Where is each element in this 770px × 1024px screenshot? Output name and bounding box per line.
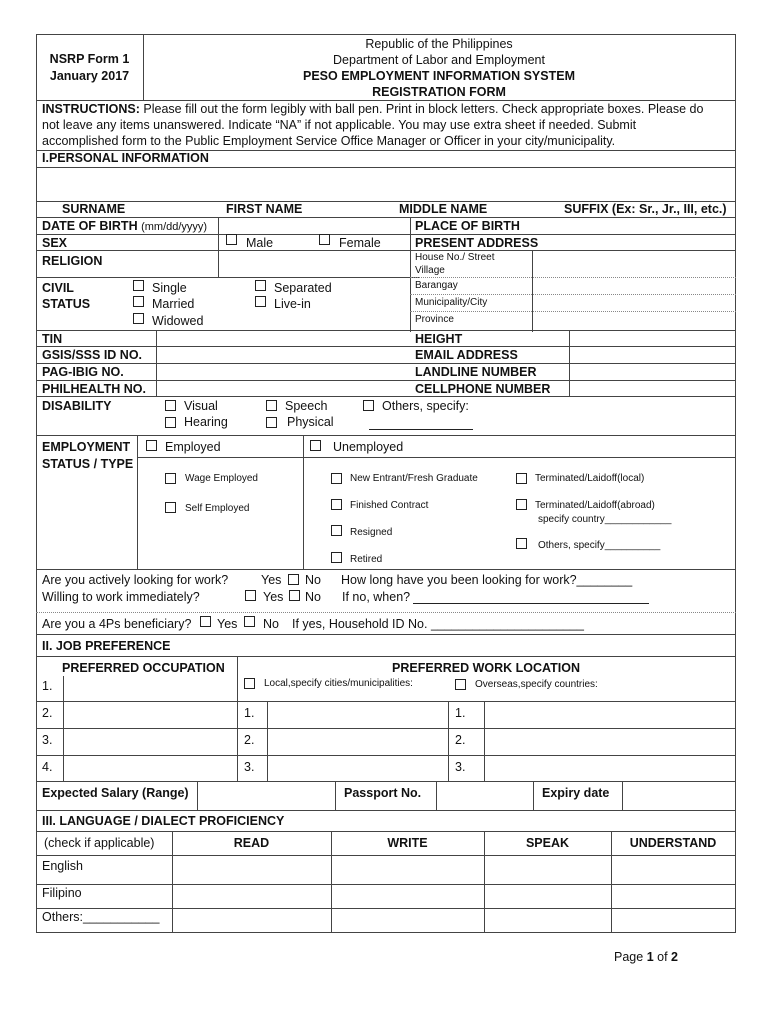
finished-contract-label: Finished Contract (350, 500, 429, 511)
hearing-checkbox[interactable] (165, 417, 176, 428)
overseas-2-input[interactable] (485, 729, 734, 754)
frame-left (36, 34, 37, 932)
section-language: III. LANGUAGE / DIALECT PROFICIENCY (42, 814, 285, 828)
header-system: PESO EMPLOYMENT INFORMATION SYSTEM (302, 69, 575, 83)
single-checkbox[interactable] (133, 280, 144, 291)
occupation-4-number: 4. (42, 760, 53, 774)
overseas-2-number: 2. (455, 733, 466, 747)
4ps-yes-label: Yes (217, 617, 238, 631)
occupation-2-input[interactable] (64, 702, 236, 727)
willing-yes-label: Yes (263, 590, 284, 604)
frame-right (735, 34, 736, 932)
local-1-number: 1. (244, 706, 255, 720)
section-job-preference: II. JOB PREFERENCE (42, 639, 171, 653)
english-write-cell[interactable] (332, 856, 483, 883)
married-checkbox[interactable] (133, 296, 144, 307)
4ps-yes-checkbox[interactable] (200, 616, 211, 627)
write-header: WRITE (387, 836, 428, 850)
house-no-input[interactable] (533, 251, 733, 277)
employed-checkbox[interactable] (146, 440, 157, 451)
cellphone-label: CELLPHONE NUMBER (415, 382, 551, 396)
4ps-question: Are you a 4Ps beneficiary? (42, 617, 192, 631)
others-write-cell[interactable] (332, 909, 483, 931)
passport-label: Passport No. (344, 786, 422, 800)
house-no-label: House No./ Street (415, 252, 495, 263)
instructions-line-1: INSTRUCTIONS: Please fill out the form legibly with ball pen. Print in block letters. Check appropriate boxes. Please do (42, 102, 704, 116)
employment-type-label: STATUS / TYPE (42, 457, 134, 471)
height-input[interactable] (570, 331, 734, 346)
local-2-input[interactable] (268, 729, 447, 754)
others-employment-field[interactable]: Others, specify__________ (538, 540, 661, 551)
livein-label: Live-in (274, 297, 311, 311)
4ps-no-checkbox[interactable] (244, 616, 255, 627)
tin-label: TIN (42, 332, 63, 346)
occupation-3-input[interactable] (64, 729, 236, 754)
gsis-label: GSIS/SSS ID NO. (42, 348, 143, 362)
terminated-local-label: Terminated/Laidoff(local) (535, 473, 645, 484)
expected-salary-input[interactable] (198, 782, 334, 809)
gsis-input[interactable] (157, 347, 409, 362)
landline-label: LANDLINE NUMBER (415, 365, 537, 379)
livein-checkbox[interactable] (255, 296, 266, 307)
overseas-1-number: 1. (455, 706, 466, 720)
employed-label: Employed (165, 440, 221, 454)
religion-input[interactable] (219, 251, 409, 276)
how-long-field[interactable]: How long have you been looking for work?________ (341, 573, 633, 587)
resigned-checkbox[interactable] (331, 525, 342, 536)
others-language-field[interactable]: Others:___________ (42, 910, 160, 924)
actively-looking-question: Are you actively looking for work? (42, 573, 229, 587)
speech-checkbox[interactable] (266, 400, 277, 411)
others-disability-checkbox[interactable] (363, 400, 374, 411)
place-of-birth-input[interactable] (533, 218, 733, 234)
wage-employed-label: Wage Employed (185, 473, 258, 484)
email-input[interactable] (570, 347, 734, 362)
dob-input[interactable] (219, 218, 409, 234)
unemployed-label: Unemployed (333, 440, 404, 454)
page-number: Page 1 of 2 (614, 950, 678, 964)
overseas-3-input[interactable] (485, 756, 734, 780)
willing-no-label: No (305, 590, 321, 604)
preferred-occupation-header: PREFERRED OCCUPATION (62, 661, 225, 675)
resigned-label: Resigned (350, 527, 393, 538)
expected-salary-label: Expected Salary (Range) (42, 786, 189, 800)
if-no-when-label: If no, when? (342, 590, 411, 604)
province-input[interactable] (533, 312, 733, 328)
unemployed-checkbox[interactable] (310, 440, 321, 451)
local-3-number: 3. (244, 760, 255, 774)
widowed-checkbox[interactable] (133, 313, 144, 324)
civil-label: CIVIL (42, 281, 74, 295)
local-1-input[interactable] (268, 702, 447, 727)
frame-bottom (36, 932, 736, 933)
employment-label: EMPLOYMENT (42, 440, 131, 454)
widowed-label: Widowed (152, 314, 204, 328)
pagibig-label: PAG-IBIG NO. (42, 365, 124, 379)
local-2-number: 2. (244, 733, 255, 747)
terminated-abroad-label: Terminated/Laidoff(abroad) (535, 500, 655, 511)
speech-label: Speech (285, 399, 328, 413)
actively-looking-yes-label: Yes (261, 573, 282, 587)
retired-checkbox[interactable] (331, 552, 342, 563)
hearing-label: Hearing (184, 415, 228, 429)
others-read-cell[interactable] (173, 909, 330, 931)
suffix-label: SUFFIX (Ex: Sr., Jr., III, etc.) (564, 202, 727, 216)
instructions-line-3: accomplished form to the Public Employment Service Office Manager or Officer in your city/municipality. (42, 134, 616, 148)
frame-top (36, 34, 736, 35)
barangay-label: Barangay (415, 280, 458, 291)
english-understand-cell[interactable] (612, 856, 734, 883)
wage-employed-checkbox[interactable] (165, 473, 176, 484)
male-checkbox[interactable] (226, 234, 237, 245)
sex-label: SEX (42, 236, 68, 250)
present-address-label: PRESENT ADDRESS (415, 236, 539, 250)
page-title: REGISTRATION FORM (372, 85, 506, 99)
willing-question: Willing to work immediately? (42, 590, 200, 604)
others-disability-input[interactable] (369, 429, 473, 430)
barangay-input[interactable] (533, 278, 733, 294)
filipino-understand-cell[interactable] (612, 885, 734, 907)
height-label: HEIGHT (415, 332, 463, 346)
occupation-4-input[interactable] (64, 756, 236, 780)
check-if-applicable-label: (check if applicable) (44, 836, 155, 850)
occupation-1-input[interactable] (64, 677, 236, 700)
terminated-local-checkbox[interactable] (516, 473, 527, 484)
first-name-label: FIRST NAME (226, 202, 303, 216)
municipality-input[interactable] (533, 295, 733, 311)
philhealth-input[interactable] (157, 381, 409, 396)
self-employed-label: Self Employed (185, 503, 250, 514)
municipality-label: Municipality/City (415, 297, 488, 308)
single-label: Single (152, 281, 187, 295)
local-label: Local,specify cities/municipalities: (264, 678, 413, 689)
female-label: Female (339, 236, 381, 250)
understand-header: UNDERSTAND (629, 836, 717, 850)
english-label: English (42, 859, 83, 873)
english-speak-cell[interactable] (485, 856, 610, 883)
preferred-location-header: PREFERRED WORK LOCATION (392, 661, 580, 675)
province-label: Province (415, 314, 454, 325)
separated-checkbox[interactable] (255, 280, 266, 291)
occupation-1-number: 1. (42, 679, 53, 693)
landline-input[interactable] (570, 364, 734, 379)
header-dole: Department of Labor and Employment (333, 53, 545, 67)
overseas-3-number: 3. (455, 760, 466, 774)
expiry-date-label: Expiry date (542, 786, 610, 800)
occupation-3-number: 3. (42, 733, 53, 747)
others-speak-cell[interactable] (485, 909, 610, 931)
form-date: January 2017 (49, 69, 130, 83)
retired-label: Retired (350, 554, 383, 565)
actively-looking-no-label: No (305, 573, 321, 587)
occupation-2-number: 2. (42, 706, 53, 720)
others-employment-checkbox[interactable] (516, 538, 527, 549)
others-understand-cell[interactable] (612, 909, 734, 931)
header-republic: Republic of the Philippines (365, 37, 513, 51)
willing-yes-checkbox[interactable] (245, 590, 256, 601)
overseas-label: Overseas,specify countries: (475, 679, 598, 690)
tin-input[interactable] (157, 331, 409, 346)
read-header: READ (233, 836, 270, 850)
visual-checkbox[interactable] (165, 400, 176, 411)
overseas-checkbox[interactable] (455, 679, 466, 690)
pagibig-input[interactable] (157, 364, 409, 379)
male-label: Male (246, 236, 274, 250)
local-checkbox[interactable] (244, 678, 255, 689)
physical-label: Physical (287, 415, 334, 429)
visual-label: Visual (184, 399, 218, 413)
surname-label: SURNAME (62, 202, 126, 216)
physical-checkbox[interactable] (266, 417, 277, 428)
middle-name-label: MIDDLE NAME (399, 202, 488, 216)
new-entrant-checkbox[interactable] (331, 473, 342, 484)
name-input-area[interactable] (38, 168, 734, 201)
household-id-field[interactable]: If yes, Household ID No. ______________________ (292, 617, 584, 631)
philhealth-label: PHILHEALTH NO. (42, 382, 146, 396)
place-of-birth-label: PLACE OF BIRTH (415, 219, 520, 233)
status-label: STATUS (42, 297, 91, 311)
village-label: Village (415, 265, 445, 276)
dob-label: DATE OF BIRTH (mm/dd/yyyy) (42, 219, 208, 233)
others-disability-label: Others, specify: (382, 399, 469, 413)
filipino-read-cell[interactable] (173, 885, 330, 907)
instructions-line-2: not leave any items unanswered. Indicate “NA” if not applicable. You may use extra sheet if needed. Submit (42, 118, 637, 132)
specify-country-field[interactable]: specify country____________ (538, 514, 672, 525)
expiry-date-input[interactable] (623, 782, 734, 809)
passport-input[interactable] (437, 782, 532, 809)
new-entrant-label: New Entrant/Fresh Graduate (350, 473, 478, 484)
email-label: EMAIL ADDRESS (415, 348, 518, 362)
4ps-no-label: No (263, 617, 279, 631)
local-3-input[interactable] (268, 756, 447, 780)
overseas-1-input[interactable] (485, 702, 734, 727)
religion-label: RELIGION (42, 254, 103, 268)
female-checkbox[interactable] (319, 234, 330, 245)
english-read-cell[interactable] (173, 856, 330, 883)
if-no-when-input[interactable] (413, 603, 649, 604)
willing-no-checkbox[interactable] (289, 590, 300, 601)
self-employed-checkbox[interactable] (165, 502, 176, 513)
married-label: Married (152, 297, 195, 311)
disability-label: DISABILITY (42, 399, 112, 413)
filipino-label: Filipino (42, 886, 82, 900)
filipino-write-cell[interactable] (332, 885, 483, 907)
form-number: NSRP Form 1 (49, 52, 130, 66)
speak-header: SPEAK (525, 836, 570, 850)
filipino-speak-cell[interactable] (485, 885, 610, 907)
section-personal-info: I.PERSONAL INFORMATION (42, 151, 209, 165)
cellphone-input[interactable] (570, 381, 734, 396)
terminated-abroad-checkbox[interactable] (516, 499, 527, 510)
actively-looking-yes-checkbox[interactable] (288, 574, 299, 585)
finished-contract-checkbox[interactable] (331, 499, 342, 510)
separated-label: Separated (274, 281, 332, 295)
